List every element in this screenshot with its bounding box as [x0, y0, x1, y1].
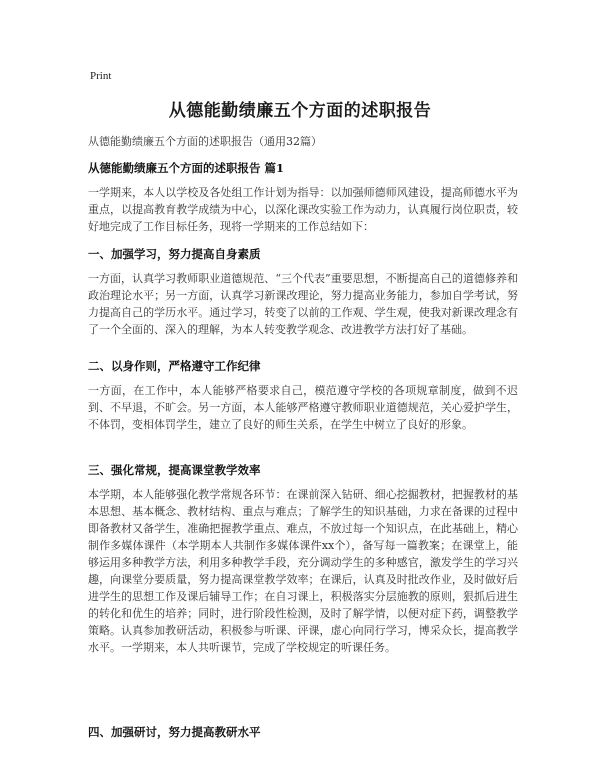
section-heading-1: 一、加强学习，努力提高自身素质: [88, 247, 261, 261]
section-heading-3: 三、强化常规，提高课堂教学效率: [88, 463, 261, 477]
section-body-1: 一方面，认真学习教师职业道德规范、“三个代表”重要思想，不断提高自己的道德修养和政治理论水平；另一方面，认真学习新课改理论，努力提高业务能力，参加自学考试，努力提高自己的学历水平。通过学习，转变了以前的工作观、学生观，使我对新课改理念有了一个全面的、深入的理解，为本人转变教学观念、改进教学方法打好了基础。: [88, 272, 518, 336]
section-body-2: 一方面，在工作中，本人能够严格要求自己，模范遵守学校的各项规章制度，做到不迟到、不早退，不旷会。另一方面，本人能够严格遵守教师职业道德规范，关心爱护学生，不体罚，变相体罚学生，建立了良好的师生关系，在学生中树立了良好的形象。: [88, 384, 518, 431]
section-body-3: 本学期，本人能够强化教学常规各环节：在课前深入钻研、细心挖掘教材，把握教材的基本思想、基本概念、教材结构、重点与难点；了解学生的知识基础，力求在备课的过程中即备教材又备学生，准确把握教学重点、难点，不放过每一个知识点，在此基础上，精心制作多媒体课件（本学期本人共制作多媒体课件xx个），备写每一篇教案；在课堂上，能够运用多种教学方法，利用多种教学手段，充分调动学生的多种感官，激发学生的学习兴趣，向课堂分要质量，努力提高课堂教学效率；在课后，认真及时批改作业，及时做好后进学生的思想工作及课后辅导工作；在自习课上，积极落实分层施教的原则，狠抓后进生的转化和优生的培养；同时，进行阶段性检测，及时了解学情，以便对症下药，调整教学策略。认真参加教研活动，积极参与听课、评课，虚心向同行学习，博采众长，提高教学水平。一学期来，本人共听课节，完成了学校规定的听课任务。: [88, 488, 518, 654]
print-label[interactable]: Print: [90, 70, 112, 82]
intro-paragraph: 一学期来，本人以学校及各处组工作计划为指导：以加强师德师风建设，提高师德水平为重点，以提高教育教学成绩为中心，以深化课改实验工作为动力，认真履行岗位职责，较好地完成了工作目标任务，现将一学期来的工作总结如下：: [88, 186, 518, 233]
page-subtitle: 从德能勤绩廉五个方面的述职报告（通用32篇）: [88, 135, 322, 148]
section-heading-2: 二、以身作则，严格遵守工作纪律: [88, 359, 261, 373]
section-heading-4: 四、加强研讨，努力提高教研水平: [88, 725, 261, 739]
page-title: 从德能勤绩廉五个方面的述职报告: [168, 101, 432, 121]
article-heading: 从德能勤绩廉五个方面的述职报告 篇1: [88, 161, 285, 175]
